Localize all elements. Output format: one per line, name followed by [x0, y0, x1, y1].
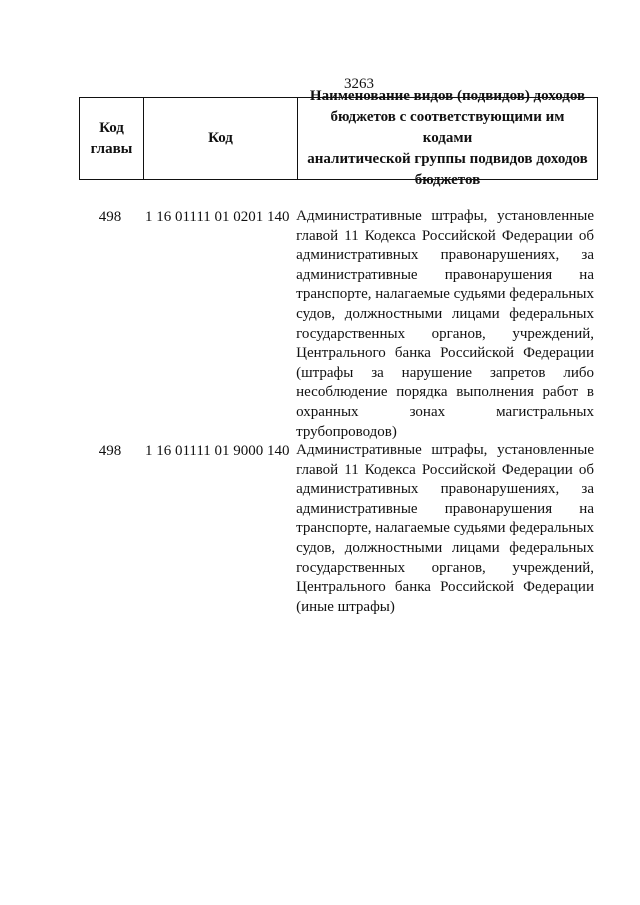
row-chapter-code: 498	[98, 443, 122, 459]
description-line: государственных органов, учреждений,	[296, 325, 594, 342]
row-chapter-code: 498	[98, 209, 122, 225]
header-name	[298, 88, 597, 188]
header-chapter-line: Код	[99, 119, 124, 136]
header-name-line: Наименование видов (подвидов) доходов	[309, 88, 586, 104]
description-line: (штрафы за нарушение запретов либо	[296, 364, 594, 381]
description-line: главой 11 Кодекса Российской Федерации об	[296, 461, 594, 478]
description-line: административные правонарушения на	[296, 266, 594, 283]
description-line: несоблюдение порядка выполнения работ в	[296, 384, 594, 401]
header-name-line: бюджетов с соответствующими им кодами	[330, 109, 565, 146]
description-line: Административные штрафы, установленные	[296, 208, 594, 224]
description-line: административные правонарушения на	[296, 500, 594, 517]
description-line: транспорте, налагаемые судьями федеральных	[296, 520, 594, 537]
description-line: (иные штрафы)	[296, 598, 395, 615]
description-line: охранных зонах магистральных	[296, 403, 594, 420]
page-number: 3263	[344, 76, 374, 92]
row-income-code: 1 16 01111 01 9000 140	[144, 443, 290, 459]
header-chapter-code	[80, 98, 144, 179]
description-line: транспорте, налагаемые судьями федеральных	[296, 286, 594, 303]
description-line: судов, должностными лицами федеральных	[296, 305, 594, 322]
header-chapter-line: главы	[90, 140, 133, 157]
header-code: Код	[144, 98, 298, 179]
description-line: Центрального банка Российской Федерации	[296, 579, 594, 596]
row-description	[290, 207, 598, 442]
description-line: административных правонарушениях, за	[296, 247, 594, 264]
description-line: трубопроводов)	[296, 423, 397, 440]
row-income-code: 1 16 01111 01 0201 140	[144, 209, 290, 225]
row-description	[290, 441, 598, 617]
header-name-line: аналитической группы подвидов доходов	[307, 151, 588, 167]
table-row	[79, 441, 598, 617]
description-line: главой 11 Кодекса Российской Федерации об	[296, 227, 594, 244]
description-line: административных правонарушениях, за	[296, 481, 594, 498]
description-line: судов, должностными лицами федеральных	[296, 539, 594, 556]
table-header	[79, 88, 598, 188]
description-line: государственных органов, учреждений,	[296, 559, 594, 576]
description-line: Административные штрафы, установленные	[296, 442, 594, 458]
description-line: Центрального банка Российской Федерации	[296, 345, 594, 362]
table-row	[79, 207, 598, 442]
header-name-line: бюджетов	[414, 172, 481, 188]
